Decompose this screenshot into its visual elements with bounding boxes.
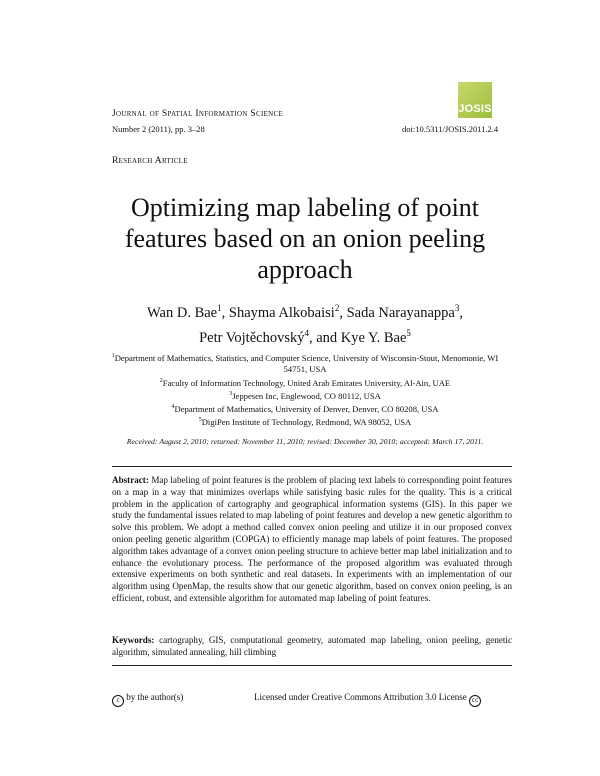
affiliation: $^3$Jeppesen Inc, Englewood, CO 80112, USA [229, 390, 381, 401]
affiliation: $^5$DigiPen Institute of Technology, Redmond, WA 98052, USA [198, 417, 412, 428]
affiliation: $^1$Department of Mathematics, Statistics, and Computer Science, University of Wisconsin-Stout, Menomonie, WI 54751, USA [111, 352, 499, 375]
abstract-text: Map labeling of point features is the problem of placing text labels to corresponding point features on a map in a way that minimizes overlaps while satisfying basic rules for the quality. This is a critical problem in the application of cartography and geographical information systems (GIS). In this paper we study the fundamental issues related to map labeling of point features and develop a new genetic algorithm to solve this problem. We adopt a method called convex onion peeling and utilize it in our proposed convex onion peeling genetic algorithm (COPGA) to efficiently manage map labels of point features. The proposed algorithm takes advantage of a convex onion peeling structure to achieve better map label initialization and to enhance the evolutionary process. The performance of the proposed algorithm was evaluated through extensive experiments on both synthetic and real datasets. In experiments with an implementation of our algorithm using OpenMap, the results show that our genetic algorithm, based on convex onion peeling, is an efficient, robust, and extensible algorithm for automated map labeling of point features. [112, 475, 512, 603]
author: Wan D. Bae$^1$, [147, 303, 229, 321]
issue-info: Number 2 (2011), pp. 3–28 [112, 124, 205, 134]
affiliations [100, 351, 510, 429]
keywords-label: Keywords: [112, 635, 155, 645]
author: Kye Y. Bae$^5$ [340, 327, 411, 346]
author: Shayma Alkobaisi$^2$, [228, 303, 347, 321]
creative-commons-icon: cc [469, 695, 481, 707]
logo-text: JOSIS [458, 103, 492, 115]
journal-name: Journal of Spatial Information Science [112, 109, 284, 119]
paper-title: Optimizing map labeling of point features based on an onion peeling approach [124, 193, 486, 284]
author: Petr Vojtěchovský$^4$, and [199, 327, 341, 346]
affiliation: $^2$Faculty of Information Technology, United Arab Emirates University, Al-Ain, UAE [159, 377, 451, 388]
copyright-notice [112, 692, 183, 707]
copyright-text: by the author(s) [126, 692, 184, 702]
copyright-icon: c [112, 695, 124, 707]
divider [112, 466, 512, 467]
publication-dates: Received: August 2, 2010; returned: November 11, 2010; revised: December 30, 2010; accepted: March 17, 2011. [126, 437, 484, 446]
doi: doi:10.5311/JOSIS.2011.2.4 [402, 124, 499, 134]
divider [112, 665, 512, 666]
license-text: Licensed under Creative Commons Attribution 3.0 License [254, 692, 467, 702]
abstract-label: Abstract: [112, 475, 149, 485]
affiliation: $^4$Department of Mathematics, University of Denver, Denver, CO 80208, USA [171, 404, 439, 415]
author: Sada Narayanappa$^3$, [346, 303, 463, 321]
josis-logo [458, 82, 492, 118]
keywords [112, 635, 512, 659]
article-type: Research Article [112, 156, 188, 166]
keywords-text: cartography, GIS, computational geometry, automated map labeling, onion peeling, genetic algorithm, simulated annealing, hill climbing [112, 635, 512, 657]
license-notice [254, 692, 481, 707]
author-list [100, 298, 510, 348]
abstract [112, 475, 512, 605]
